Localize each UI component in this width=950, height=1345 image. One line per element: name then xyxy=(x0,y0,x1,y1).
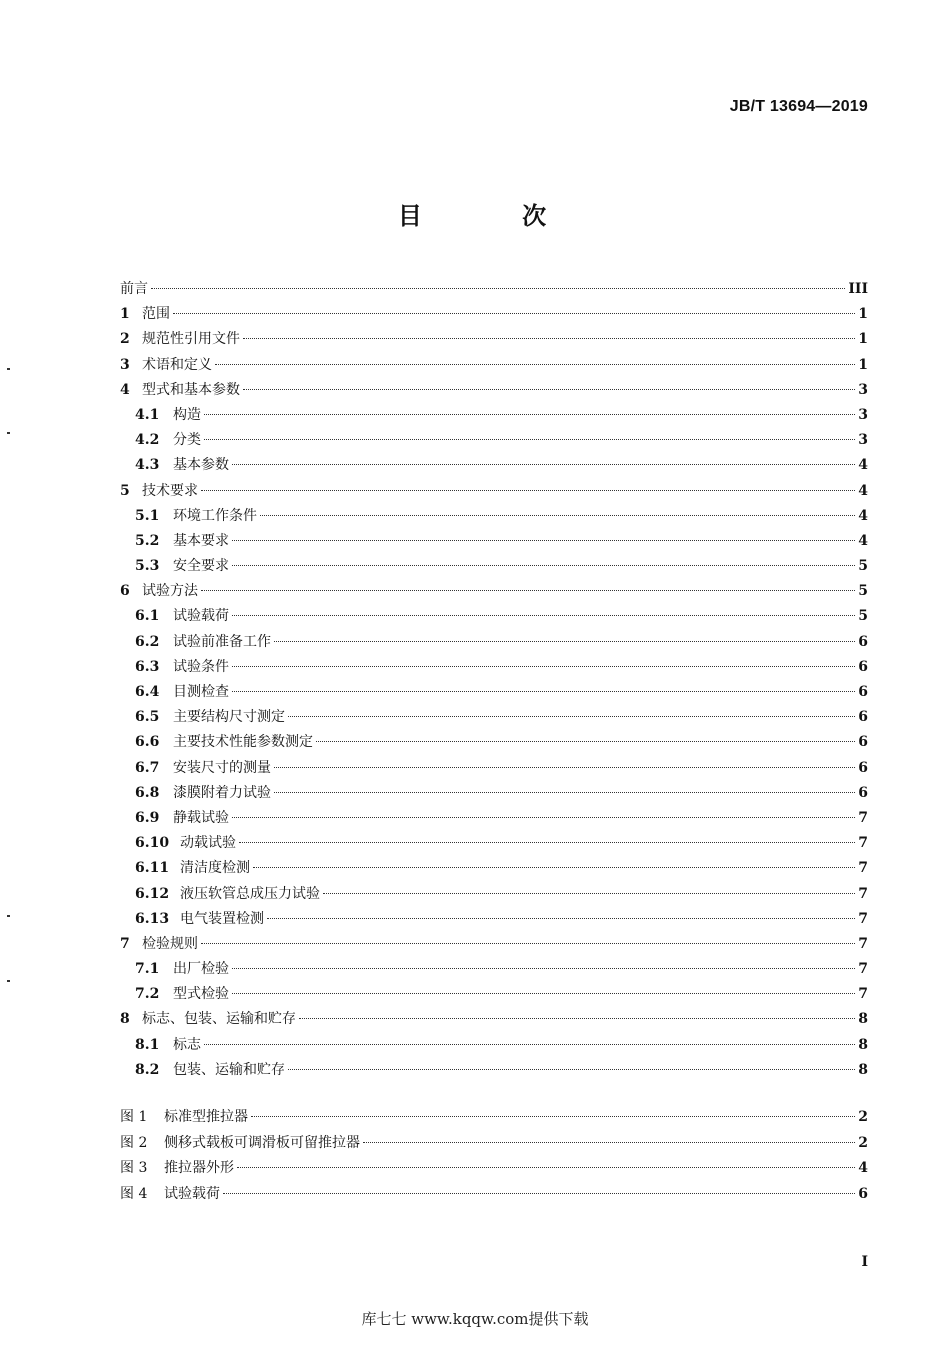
toc-entry[interactable] xyxy=(120,605,868,630)
toc-entry[interactable] xyxy=(120,983,868,1008)
toc-number: 6.11 xyxy=(135,860,170,877)
list-of-figures xyxy=(120,1106,868,1208)
toc-label: 型式和基本参数 xyxy=(142,381,240,398)
toc-entry[interactable] xyxy=(120,857,868,882)
toc-page: 4 xyxy=(858,507,868,524)
scan-mark xyxy=(7,368,10,370)
toc-page: 4 xyxy=(858,457,868,474)
toc-page: 7 xyxy=(858,885,868,902)
toc-number: 8 xyxy=(120,1011,130,1028)
toc-page: 6 xyxy=(858,684,868,700)
leader-dots xyxy=(173,313,855,314)
leader-dots xyxy=(288,716,855,717)
leader-dots xyxy=(243,389,855,390)
toc-page: 8 xyxy=(858,1036,868,1053)
toc-label: 术语和定义 xyxy=(142,356,212,373)
page-number: I xyxy=(861,1254,868,1270)
toc-number: 6.6 xyxy=(135,734,160,751)
leader-dots xyxy=(316,741,855,742)
toc-number: 6.10 xyxy=(135,835,170,852)
toc-entry[interactable] xyxy=(120,454,868,479)
toc-label: 检验规则 xyxy=(142,935,198,952)
leader-dots xyxy=(299,1018,855,1019)
toc-label: 构造 xyxy=(173,406,201,423)
leader-dots xyxy=(201,490,855,491)
toc-number: 5.1 xyxy=(135,507,160,524)
leader-dots xyxy=(239,842,855,843)
leader-dots xyxy=(274,767,855,768)
toc-entry[interactable] xyxy=(120,883,868,908)
toc-entry[interactable] xyxy=(120,429,868,454)
toc-number: 7.2 xyxy=(135,986,160,1003)
leader-dots xyxy=(232,691,855,692)
leader-dots xyxy=(267,918,855,919)
toc-page: 6 xyxy=(858,784,868,801)
toc-entry[interactable] xyxy=(120,933,868,958)
figure-page: 2 xyxy=(858,1134,868,1151)
toc-entry[interactable] xyxy=(120,631,868,656)
leader-dots xyxy=(232,615,855,616)
leader-dots xyxy=(323,893,855,894)
toc-page: 1 xyxy=(858,356,868,373)
toc-number: 5 xyxy=(120,482,130,499)
toc-entry[interactable] xyxy=(120,480,868,505)
leader-dots xyxy=(232,993,855,994)
toc-entry[interactable] xyxy=(120,379,868,404)
toc-number: 4 xyxy=(120,381,130,398)
toc-entry[interactable] xyxy=(120,580,868,605)
toc-entry[interactable] xyxy=(120,303,868,328)
toc-label: 主要结构尺寸测定 xyxy=(173,709,285,726)
toc-page: 7 xyxy=(858,910,868,927)
leader-dots xyxy=(274,641,855,642)
toc-label: 型式检验 xyxy=(173,986,229,1003)
toc-page: 7 xyxy=(858,961,868,978)
figure-label: 试验载荷 xyxy=(164,1185,220,1202)
figure-number: 图 4 xyxy=(120,1185,148,1202)
leader-dots xyxy=(201,590,855,591)
toc-number: 4.1 xyxy=(135,406,160,423)
leader-dots xyxy=(223,1193,855,1194)
toc-entry[interactable] xyxy=(120,354,868,379)
toc-page: 7 xyxy=(858,935,868,952)
leader-dots xyxy=(201,943,855,944)
toc-page: 6 xyxy=(858,734,868,751)
toc-label: 基本参数 xyxy=(173,457,229,474)
toc-entry[interactable] xyxy=(120,807,868,832)
leader-dots xyxy=(215,364,855,365)
leader-dots xyxy=(151,288,845,289)
toc-label: 液压软管总成压力试验 xyxy=(180,885,320,902)
toc-number: 4.3 xyxy=(135,457,160,474)
toc-entry[interactable] xyxy=(120,731,868,756)
scan-mark xyxy=(7,432,10,434)
toc-label: 标志、包装、运输和贮存 xyxy=(142,1011,296,1028)
toc-label: 动载试验 xyxy=(180,835,236,852)
toc-page: 3 xyxy=(858,432,868,449)
toc-page: 4 xyxy=(858,482,868,499)
toc-entry[interactable] xyxy=(120,1008,868,1033)
leader-dots xyxy=(260,515,855,516)
toc-number: 6.3 xyxy=(135,658,160,675)
toc-label: 范围 xyxy=(142,306,170,323)
toc-entry[interactable] xyxy=(120,958,868,983)
toc-number: 6.2 xyxy=(135,633,160,650)
figure-entry[interactable] xyxy=(120,1157,868,1183)
leader-dots xyxy=(232,540,855,541)
leader-dots xyxy=(204,439,855,440)
download-footer: 库七七 www.kqqw.com提供下载 xyxy=(361,1310,589,1328)
toc-entry[interactable] xyxy=(120,1059,868,1084)
toc-label: 电气装置检测 xyxy=(180,910,264,927)
figure-entry[interactable] xyxy=(120,1183,868,1209)
figure-page: 4 xyxy=(858,1160,868,1176)
leader-dots xyxy=(237,1167,855,1168)
toc-label: 环境工作条件 xyxy=(173,507,257,524)
toc-number: 7.1 xyxy=(135,961,160,978)
toc-entry[interactable] xyxy=(120,555,868,580)
toc-number: 6.13 xyxy=(135,910,170,927)
toc-entry[interactable] xyxy=(120,530,868,555)
toc-label: 试验前准备工作 xyxy=(173,633,271,650)
toc-number: 6.4 xyxy=(135,684,160,700)
toc-entry[interactable] xyxy=(120,757,868,782)
toc-page: 5 xyxy=(858,558,868,575)
toc-label: 安全要求 xyxy=(173,558,229,575)
toc-number: 6 xyxy=(120,583,130,600)
toc-number: 8.1 xyxy=(135,1036,160,1053)
toc-entry[interactable] xyxy=(120,656,868,681)
figure-entry[interactable] xyxy=(120,1106,868,1132)
toc-number: 6.1 xyxy=(135,608,160,625)
toc-label: 清洁度检测 xyxy=(180,860,250,877)
toc-label: 目测检查 xyxy=(173,684,229,700)
toc-entry[interactable] xyxy=(120,706,868,731)
toc-label: 规范性引用文件 xyxy=(142,331,240,348)
toc-label: 试验方法 xyxy=(142,583,198,600)
figure-page: 6 xyxy=(858,1185,868,1202)
figure-entry[interactable] xyxy=(120,1132,868,1158)
toc-entry[interactable] xyxy=(120,681,868,706)
toc-page: 6 xyxy=(858,633,868,650)
toc-page: 7 xyxy=(858,986,868,1003)
leader-dots xyxy=(232,817,855,818)
toc-number: 6.7 xyxy=(135,759,160,776)
toc-label: 静载试验 xyxy=(173,809,229,826)
toc-number: 8.2 xyxy=(135,1061,160,1078)
toc-number: 6.8 xyxy=(135,784,160,801)
toc-page: 1 xyxy=(858,306,868,323)
toc-entry[interactable] xyxy=(120,832,868,857)
leader-dots xyxy=(204,1044,855,1045)
toc-label: 试验条件 xyxy=(173,658,229,675)
leader-dots xyxy=(232,666,855,667)
leader-dots xyxy=(232,464,855,465)
toc-page: 7 xyxy=(858,860,868,877)
toc-number: 6.9 xyxy=(135,809,160,826)
scan-mark xyxy=(7,915,10,917)
toc-label: 包装、运输和贮存 xyxy=(173,1061,285,1078)
toc-entry[interactable] xyxy=(120,404,868,429)
figure-label: 侧移式载板可调滑板可留推拉器 xyxy=(164,1134,360,1151)
toc-page: 5 xyxy=(858,583,868,600)
leader-dots xyxy=(274,792,855,793)
toc-label: 技术要求 xyxy=(142,482,198,499)
toc-number: 5.2 xyxy=(135,532,160,549)
toc-page: 7 xyxy=(858,809,868,826)
toc-entry[interactable] xyxy=(120,782,868,807)
toc-label: 前言 xyxy=(120,281,148,297)
toc-page: 8 xyxy=(858,1011,868,1028)
figure-page: 2 xyxy=(858,1109,868,1125)
toc-label: 标志 xyxy=(173,1036,201,1053)
toc-entry[interactable] xyxy=(120,505,868,530)
toc-label: 漆膜附着力试验 xyxy=(173,784,271,801)
leader-dots xyxy=(253,867,855,868)
toc-page: 6 xyxy=(858,658,868,675)
figure-number: 图 1 xyxy=(120,1109,148,1125)
toc-page: 3 xyxy=(858,406,868,423)
toc-page: 3 xyxy=(858,381,868,398)
toc-label: 安装尺寸的测量 xyxy=(173,759,271,776)
toc-page: 7 xyxy=(858,835,868,852)
toc-label: 试验载荷 xyxy=(173,608,229,625)
scan-mark xyxy=(7,980,10,982)
toc-number: 4.2 xyxy=(135,432,160,449)
leader-dots xyxy=(251,1116,855,1117)
toc-page: 8 xyxy=(858,1061,868,1078)
toc-number: 6.12 xyxy=(135,885,170,902)
toc-page: III xyxy=(848,281,868,297)
toc-page: 4 xyxy=(858,532,868,549)
toc-label: 主要技术性能参数测定 xyxy=(173,734,313,751)
figure-number: 图 3 xyxy=(120,1160,148,1176)
toc-page: 6 xyxy=(858,709,868,726)
leader-dots xyxy=(288,1069,855,1070)
toc-page: 1 xyxy=(858,331,868,348)
page-title: 目 次 xyxy=(397,202,593,230)
toc-number: 2 xyxy=(120,331,130,348)
toc-label: 基本要求 xyxy=(173,532,229,549)
toc-label: 出厂检验 xyxy=(173,961,229,978)
leader-dots xyxy=(243,338,855,339)
figure-label: 推拉器外形 xyxy=(164,1160,234,1176)
toc-number: 5.3 xyxy=(135,558,160,575)
toc-page: 5 xyxy=(858,608,868,625)
leader-dots xyxy=(363,1142,855,1143)
toc-label: 分类 xyxy=(173,432,201,449)
figure-number: 图 2 xyxy=(120,1134,148,1151)
toc-page: 6 xyxy=(858,759,868,776)
toc-entry[interactable] xyxy=(120,278,868,303)
figure-label: 标准型推拉器 xyxy=(164,1109,248,1125)
leader-dots xyxy=(232,968,855,969)
toc-entry[interactable] xyxy=(120,328,868,353)
toc-entry[interactable] xyxy=(120,908,868,933)
leader-dots xyxy=(204,414,855,415)
toc-entry[interactable] xyxy=(120,1034,868,1059)
toc-number: 6.5 xyxy=(135,709,160,726)
table-of-contents xyxy=(120,278,868,1084)
leader-dots xyxy=(232,565,855,566)
toc-number: 1 xyxy=(120,306,130,323)
standard-code: JB/T 13694—2019 xyxy=(729,98,868,115)
toc-number: 7 xyxy=(120,935,130,952)
toc-number: 3 xyxy=(120,356,130,373)
